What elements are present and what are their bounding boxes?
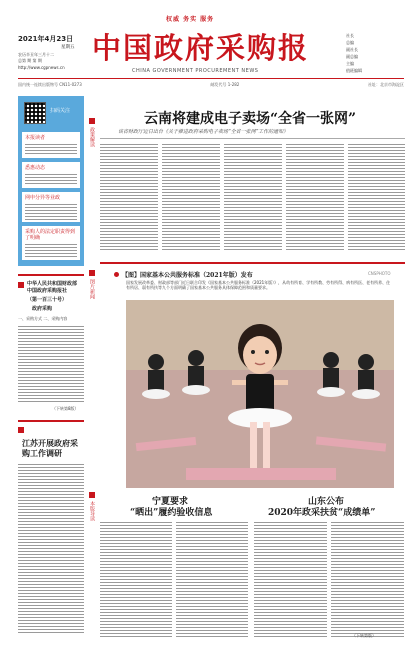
- staff-label: 副总编: [346, 54, 358, 59]
- column-tag-label: 图片新闻: [89, 279, 95, 299]
- sidebar-card[interactable]: [22, 226, 80, 260]
- column-tag: [88, 270, 98, 340]
- column-tag-label: 政策解读: [89, 127, 95, 147]
- qr-code-icon[interactable]: [24, 102, 46, 124]
- issue-date: 2021年4月23日: [18, 35, 74, 43]
- website[interactable]: http://www.cgpnews.cn: [18, 65, 65, 70]
- story-text: [176, 520, 248, 638]
- tag-flag-icon: [89, 270, 95, 276]
- notice-sub: （第一百三十号）: [27, 297, 68, 303]
- story-headline: 山东公布: [308, 497, 345, 507]
- staff-label: 社长: [346, 33, 354, 38]
- lunar-date: 农历辛丑年三月十二: [18, 52, 54, 57]
- staff-label: 总编: [346, 40, 354, 45]
- sidebar-card[interactable]: [22, 132, 80, 158]
- notice-title: 中华人民共和国财政部: [27, 281, 78, 287]
- pub-info-strip: [18, 82, 404, 87]
- issue-number: 总第 期 第 期: [18, 58, 42, 63]
- story-headline: 宁夏要求: [152, 497, 189, 507]
- notice-sub-2: 政府采购: [32, 306, 53, 312]
- lead-story: [100, 94, 405, 254]
- tag-flag-icon: [89, 118, 95, 124]
- staff-label: 主编: [346, 61, 354, 66]
- lead-rule: [100, 138, 405, 139]
- sidebar-card-label: 悉惠动态: [25, 165, 46, 171]
- photo-caption-flag-icon: [114, 272, 119, 277]
- photo-description: 国家发展改革委、财政部等部门近日联合印发《国家基本公共服务标准（2021年版）》，从幼有所育、学有所教、劳有所得、病有所医、老有所养、住有所居、弱有所扶等九个方面明确了国家基本公共服务具体保障范围和质量要求。: [126, 280, 391, 290]
- notice-body: 一、采购方式 二、采购内容: [18, 316, 68, 321]
- story-ningxia: [100, 492, 250, 640]
- lead-subhead: 该省财政厅近日出台《关于推进政府采购电子卖场“全省一张网”工作的通知》: [118, 129, 289, 135]
- sidebar-card-text: [25, 142, 77, 156]
- newspaper-title: 中国政府采购报: [92, 31, 310, 65]
- masthead: [0, 0, 415, 92]
- official-notice: [18, 274, 84, 414]
- story-text: [331, 520, 404, 638]
- sidebar-card-text: [25, 242, 77, 258]
- story-jiangsu: [18, 420, 84, 636]
- story-text: [100, 520, 172, 638]
- photo-source: CNSPHOTO: [368, 271, 391, 276]
- page-corner-note: （下转第版）: [352, 633, 376, 638]
- staff-box: [346, 32, 404, 74]
- story-shandong: [254, 492, 405, 640]
- pub-info: 邮发代号 1-282: [210, 82, 240, 87]
- lead-text-col: [286, 142, 344, 252]
- column-tag-label: 本版导读: [89, 501, 95, 521]
- photo-dance-class[interactable]: [126, 300, 394, 488]
- lead-text-col: [224, 142, 282, 252]
- sidebar-link[interactable]: 采购人的法定职责得到了明确: [25, 229, 76, 241]
- notice-text: [18, 324, 84, 404]
- newspaper-title-en: CHINA GOVERNMENT PROCUREMENT NEWS: [132, 68, 259, 74]
- masthead-rule: [18, 78, 404, 79]
- sidebar-card[interactable]: [22, 192, 80, 222]
- story-text: [18, 462, 84, 634]
- staff-label: 值班编辑: [346, 68, 362, 73]
- lead-headline: 云南将建成电子卖场“全省一张网”: [144, 111, 357, 127]
- sidebar-item: 网申分异等业政: [25, 195, 61, 201]
- staff-label: 副社长: [346, 47, 358, 52]
- notice-title-2: 中国政府采购报社: [27, 288, 68, 294]
- weekday: 星期五: [61, 45, 75, 50]
- qr-label: 扫码关注: [50, 108, 71, 114]
- slogan: 权威 务实 服务: [166, 16, 215, 23]
- sidebar-card-text: [25, 202, 77, 220]
- notice-flag-icon: [18, 282, 24, 288]
- sidebar-card[interactable]: [22, 162, 80, 188]
- sidebar-card-label: 本报读者: [25, 135, 46, 141]
- story-flag-icon: [18, 427, 24, 433]
- story-headline: “晒出”履约验收信息: [130, 508, 213, 518]
- photo-feature: [100, 262, 405, 488]
- notice-more[interactable]: （下转第8版）: [52, 406, 79, 411]
- column-tag: [88, 492, 98, 562]
- lead-text-col: [100, 142, 158, 252]
- photo-illustration: [126, 300, 394, 488]
- pub-info: 社址：北京市海淀区: [368, 82, 404, 87]
- lead-text-col: [162, 142, 220, 252]
- photo-caption: 【图】国家基本公共服务标准（2021年版）发布: [122, 272, 253, 279]
- story-headline: 江苏开展政府采购工作调研: [22, 438, 78, 458]
- tag-flag-icon: [89, 492, 95, 498]
- column-tag: [88, 118, 98, 188]
- story-text: [254, 520, 327, 638]
- pub-info: 国内统一连续出版物号 CN11-0273: [18, 82, 82, 87]
- left-sidebar: [18, 92, 84, 638]
- sidebar-card-text: [25, 172, 77, 186]
- lead-text-col: [348, 142, 405, 252]
- story-headline: 2020年政采扶贫“成绩单”: [268, 508, 376, 518]
